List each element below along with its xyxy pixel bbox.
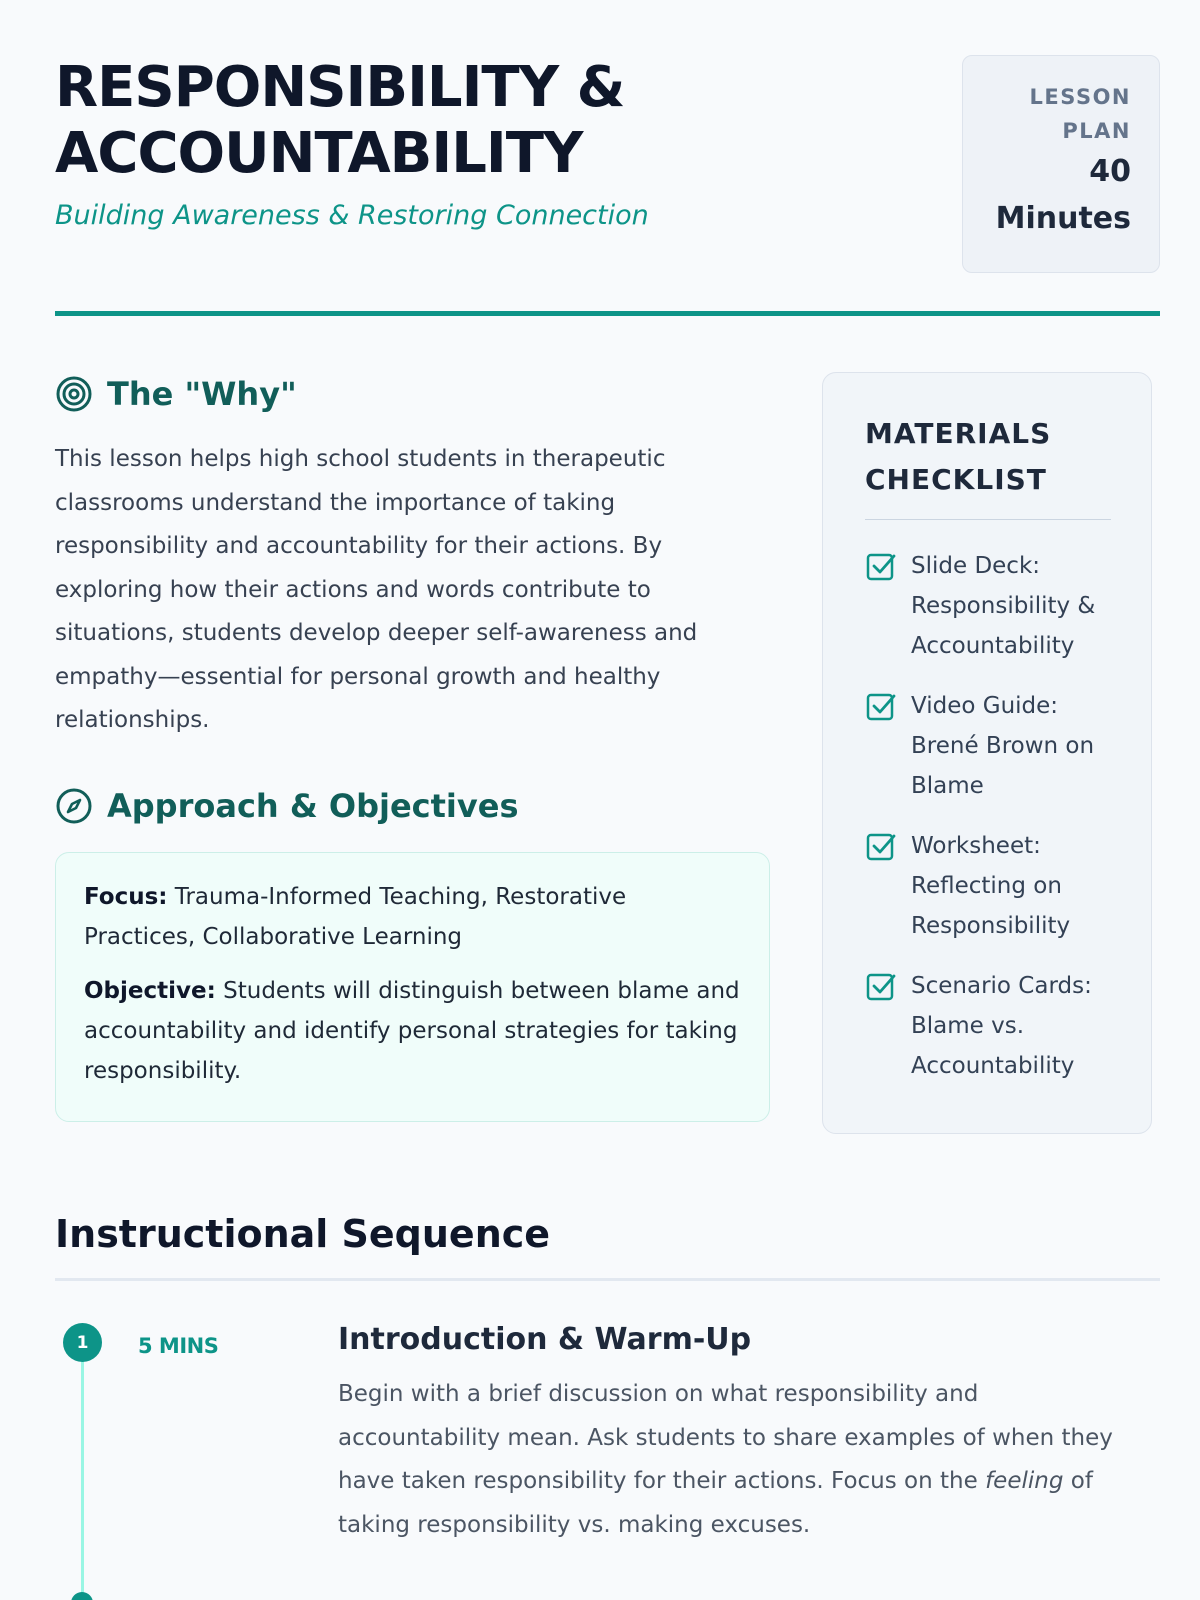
checkbox-checked-icon bbox=[865, 550, 897, 582]
checkbox-checked-icon bbox=[865, 690, 897, 722]
sequence-divider bbox=[55, 1278, 1160, 1281]
materials-heading-line-1: MATERIALS bbox=[865, 417, 1052, 450]
materials-item-label: Worksheet: Reflecting on Responsibility bbox=[911, 833, 1071, 939]
lesson-duration-badge bbox=[962, 55, 1160, 273]
materials-item-label: Video Guide: Brené Brown on Blame bbox=[911, 693, 1095, 799]
badge-value-number: 40 bbox=[1089, 154, 1131, 189]
title-line-2: ACCOUNTABILITY bbox=[55, 121, 583, 186]
objective-text: Students will distinguish between blame and accountability and identify personal strategies for taking responsibility. bbox=[84, 978, 740, 1084]
compass-icon bbox=[55, 787, 93, 825]
materials-item-label: Slide Deck: Responsibility & Accountability bbox=[911, 553, 1096, 659]
materials-list bbox=[865, 546, 1111, 1086]
materials-heading bbox=[865, 411, 1111, 520]
approach-heading: Approach & Objectives bbox=[107, 787, 519, 825]
timeline-line bbox=[81, 1342, 84, 1600]
step-desc-emphasis: feeling bbox=[985, 1468, 1064, 1494]
step-desc-part-1: Begin with a brief discussion on what responsibility and accountability mean. Ask students to share examples of when they have taken responsibility for their actions. Focus on the bbox=[338, 1381, 1113, 1494]
focus-label: Focus: bbox=[84, 884, 168, 910]
step-description bbox=[338, 1373, 1138, 1547]
objective-label: Objective: bbox=[84, 978, 216, 1004]
approach-section-heading bbox=[55, 787, 519, 825]
materials-heading-line-2: CHECKLIST bbox=[865, 463, 1047, 496]
why-heading: The "Why" bbox=[107, 375, 297, 413]
header-divider bbox=[55, 311, 1160, 316]
step-title: Introduction & Warm-Up bbox=[338, 1322, 752, 1357]
materials-checklist bbox=[822, 372, 1152, 1134]
badge-label-line-2: PLAN bbox=[1062, 119, 1131, 143]
step-duration: 5 MINS bbox=[138, 1334, 219, 1358]
sequence-heading: Instructional Sequence bbox=[55, 1212, 551, 1256]
materials-item bbox=[865, 686, 1111, 806]
why-body: This lesson helps high school students in therapeutic classrooms understand the importance of taking responsibility and accountability for their actions. By exploring how their actions and words contribute to situations, students develop deeper self-awareness and empathy—essential for personal growth and healthy relationships. bbox=[55, 446, 698, 733]
checkbox-checked-icon bbox=[865, 970, 897, 1002]
objectives-box bbox=[55, 852, 770, 1122]
materials-item-label: Scenario Cards: Blame vs. Accountability bbox=[911, 973, 1092, 1079]
badge-label-line-1: LESSON bbox=[1029, 85, 1131, 109]
step-desc-part-2: of taking responsibility vs. making excuses. bbox=[338, 1468, 1093, 1538]
objective-line bbox=[84, 971, 741, 1091]
materials-item bbox=[865, 966, 1111, 1086]
lesson-header bbox=[55, 55, 1160, 315]
title-line-1: RESPONSIBILITY & bbox=[55, 55, 625, 120]
badge-value-unit: Minutes bbox=[995, 201, 1131, 236]
page-subtitle: Building Awareness & Restoring Connection bbox=[55, 200, 649, 231]
checkbox-checked-icon bbox=[865, 830, 897, 862]
focus-text: Trauma-Informed Teaching, Restorative Practices, Collaborative Learning bbox=[84, 884, 627, 950]
materials-item bbox=[865, 826, 1111, 946]
why-section-heading bbox=[55, 375, 297, 413]
page-title bbox=[55, 55, 815, 187]
materials-item bbox=[865, 546, 1111, 666]
next-step-marker bbox=[71, 1592, 93, 1600]
target-icon bbox=[55, 375, 93, 413]
focus-line bbox=[84, 877, 741, 957]
step-number-badge: 1 bbox=[63, 1323, 102, 1362]
